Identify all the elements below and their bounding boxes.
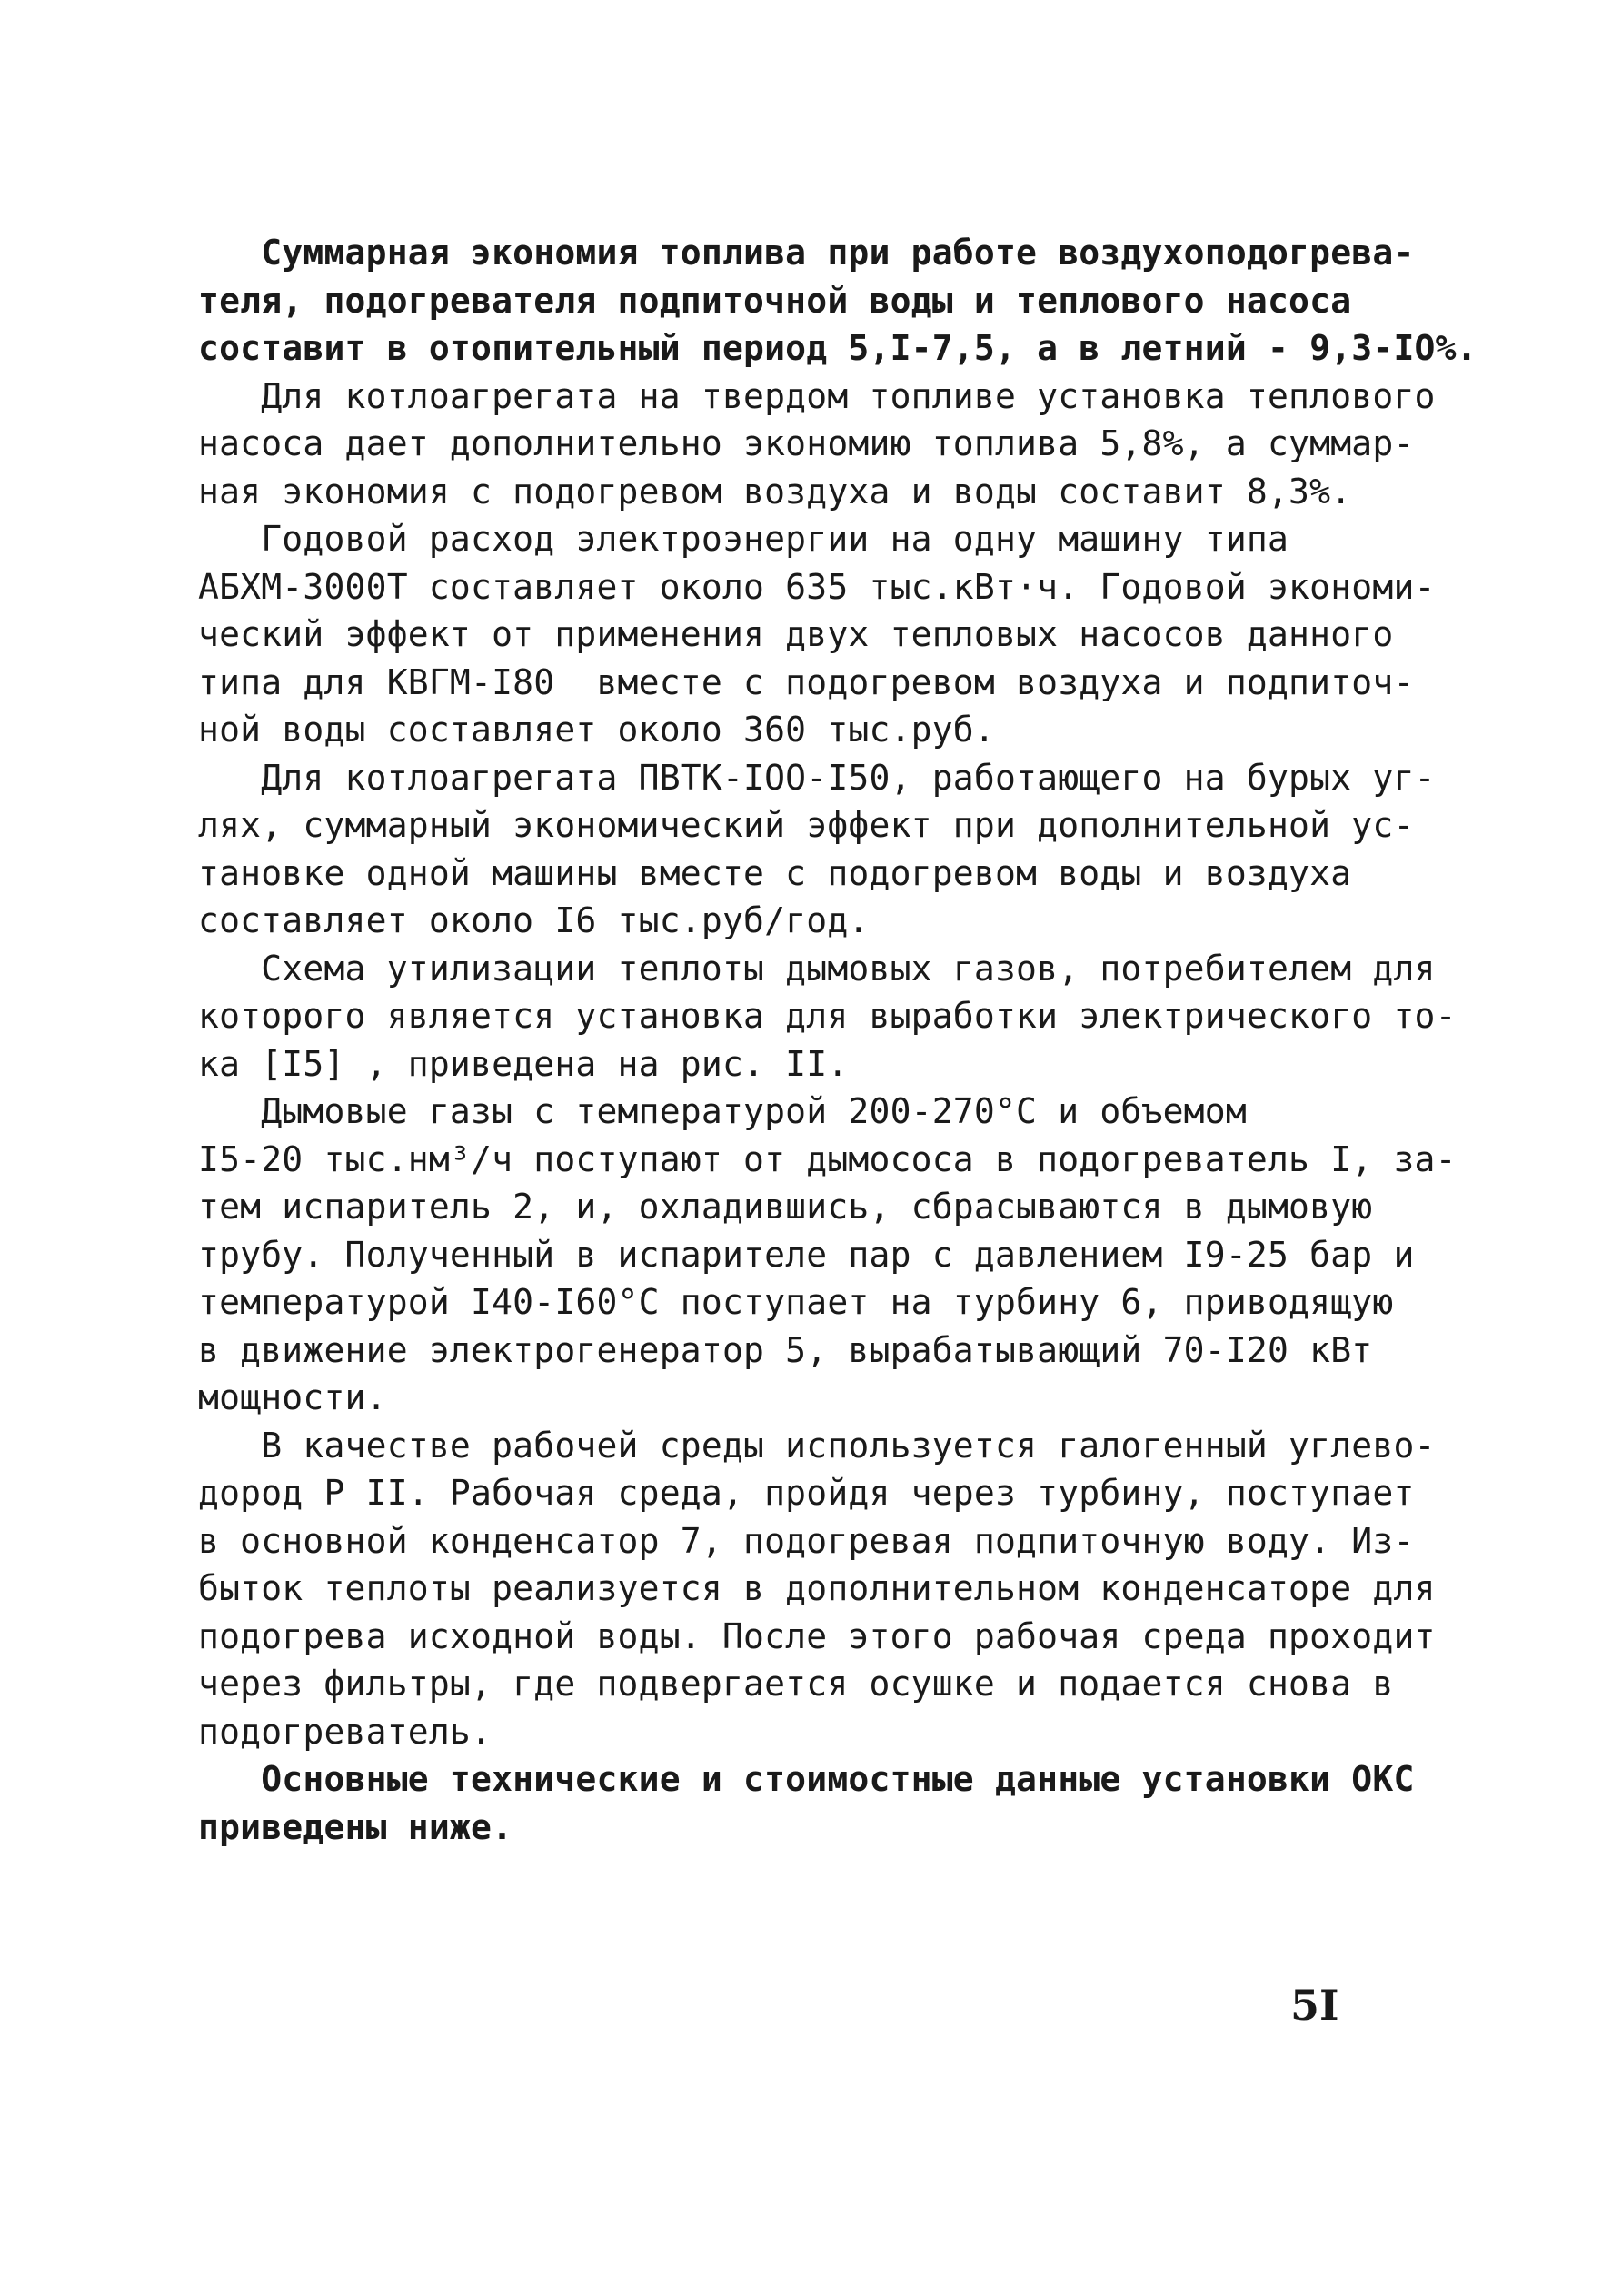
text-line: составит в отопительный период 5,I-7,5, а в летний - 9,3-IO%. <box>198 328 1478 368</box>
text-line: мощности. <box>198 1377 387 1417</box>
text-line: подогреватель. <box>198 1711 493 1752</box>
text-line: ческий эффект от применения двух тепловых насосов данного <box>198 614 1394 654</box>
text-line: ной воды составляет около 360 тыс.руб. <box>198 710 995 750</box>
text-line: АБХМ-3000Т составляет около 635 тыс.кВт·ч. Годовой экономи- <box>198 566 1436 607</box>
text-line: которого является установка для выработки электрического то- <box>198 996 1457 1036</box>
text-line: Для котлоагрегата ПВТК-IOO-I50, работающего на бурых уг- <box>198 757 1436 798</box>
text-line: насоса дает дополнительно экономию топлива 5,8%, а суммар- <box>198 423 1415 463</box>
text-line: в основной конденсатор 7, подогревая подпиточную воду. Из- <box>198 1520 1415 1561</box>
text-line: Дымовые газы с температурой 200-270°С и объемом <box>198 1091 1247 1131</box>
text-line: типа для КВГМ-I80 вместе с подогревом воздуха и подпиточ- <box>198 661 1415 702</box>
text-line: Схема утилизации теплоты дымовых газов, потребителем для <box>198 948 1436 989</box>
text-line: быток теплоты реализуется в дополнительном конденсаторе для <box>198 1568 1436 1608</box>
text-line: Основные технические и стоимостные данные установки ОКС <box>198 1759 1415 1799</box>
text-line: ная экономия с подогревом воздуха и воды составит 8,3%. <box>198 471 1352 512</box>
text-line: лях, суммарный экономический эффект при дополнительной ус- <box>198 805 1415 845</box>
text-line: температурой I40-I60°С поступает на турбину 6, приводящую <box>198 1282 1394 1322</box>
text-line: ка [I5] , приведена на рис. II. <box>198 1043 849 1084</box>
text-line: трубу. Полученный в испарителе пар с давлением I9-25 бар и <box>198 1234 1415 1275</box>
text-line: дород Р II. Рабочая среда, пройдя через турбину, поступает <box>198 1473 1415 1513</box>
page-number: 5I <box>1290 1981 1339 2030</box>
body-text <box>198 229 1478 1851</box>
text-line: составляет около I6 тыс.руб/год. <box>198 900 870 940</box>
text-line: через фильтры, где подвергается осушке и подается снова в <box>198 1664 1394 1704</box>
text-line: Годовой расход электроэнергии на одну машину типа <box>198 519 1289 559</box>
text-line: тем испаритель 2, и, охладившись, сбрасываются в дымовую <box>198 1187 1373 1227</box>
text-line: Суммарная экономия топлива при работе воздухоподогрева- <box>198 233 1415 273</box>
text-line: теля, подогревателя подпиточной воды и теплового насоса <box>198 280 1352 321</box>
text-line: подогрева исходной воды. После этого рабочая среда проходит <box>198 1615 1436 1656</box>
text-line: приведены ниже. <box>198 1806 513 1847</box>
text-line: Для котлоагрегата на твердом топливе установка теплового <box>198 375 1436 416</box>
text-line: В качестве рабочей среды используется галогенный углево- <box>198 1425 1436 1466</box>
text-line: I5-20 тыс.нм³/ч поступают от дымососа в подогреватель I, за- <box>198 1138 1457 1179</box>
text-line: тановке одной машины вместе с подогревом воды и воздуха <box>198 852 1352 893</box>
text-line: в движение электрогенератор 5, вырабатывающий 70-I20 кВт <box>198 1329 1373 1370</box>
